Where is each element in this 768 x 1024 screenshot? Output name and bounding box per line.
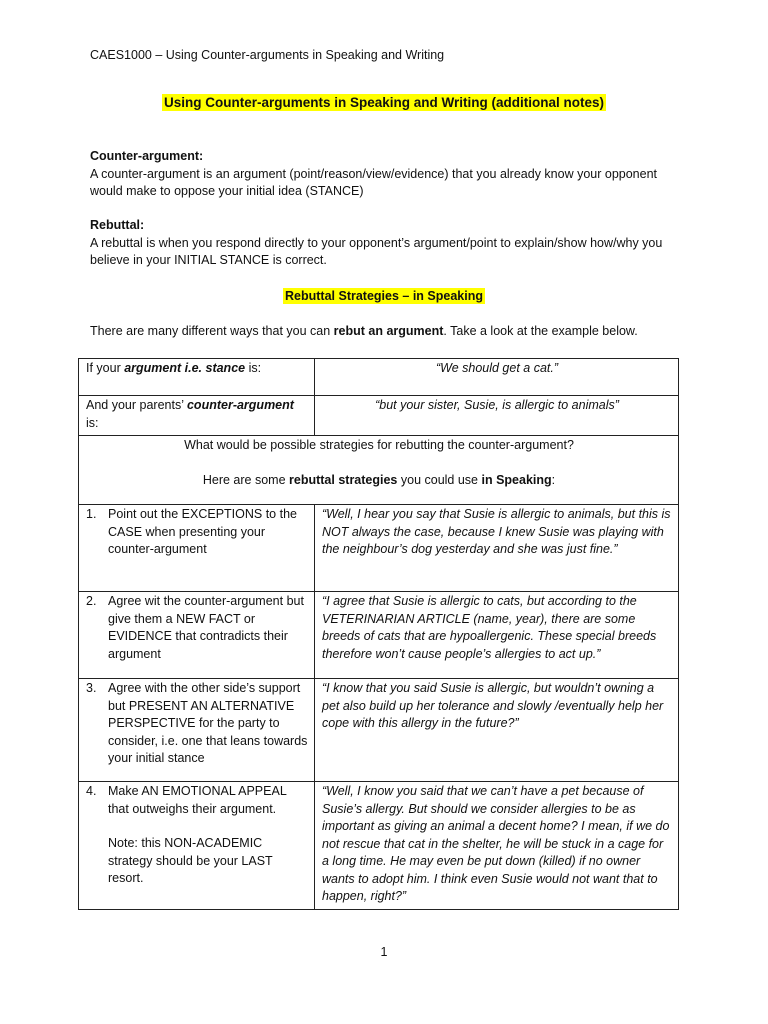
strategy-note: Note: this NON-ACADEMIC strategy should be your LAST resort. [108, 836, 273, 885]
question-text: What would be possible strategies for rebutting the counter-argument? [184, 438, 574, 452]
counter-post: is: [86, 415, 99, 430]
counter-argument-heading: Counter-argument: [90, 149, 204, 163]
rebuttal-definition: A rebuttal is when you respond directly to your opponent’s argument/point to explain/show how/why you believe in your INITIAL STANCE is correct. [90, 235, 663, 267]
strategy-text: Make AN EMOTIONAL APPEAL that outweighs their argument. [108, 784, 287, 816]
strategy-example-2: “I agree that Susie is allergic to cats, but according to the VETERINARIAN ARTICLE (name, year), there are some breeds of cats that are hypoallergenic. These special breeds therefore won’t cause people’s allergies to act up.” [315, 592, 679, 679]
stance-post: is: [245, 361, 262, 375]
title-wrap [0, 94, 768, 113]
strategy-text: Agree wit the counter-argument but give them a NEW FACT or EVIDENCE that contradicts their argument [108, 594, 304, 661]
strategy-text-wrap [108, 783, 308, 888]
rebuttal-section [90, 217, 680, 270]
strategy-example-4: “Well, I know you said that we can’t have a pet because of Susie’s allergy. But should we consider allergies to be as important as giving an animal a decent home? I mean, if we do not rescue that cat in the shelter, he will be stuck in a cage for a long time. He may even be put down (killed) if no owner wants to adopt him. I think even Susie would not want that to happen, right?” [315, 782, 679, 910]
table-row-stance [79, 359, 679, 396]
strategy-text: Point out the EXCEPTIONS to the CASE when presenting your counter-argument [108, 507, 297, 556]
stance-bold: argument i.e. stance [124, 361, 246, 375]
table-row [79, 679, 679, 782]
subheading-wrap [0, 288, 768, 306]
strategy-cell-4 [79, 782, 315, 910]
rebuttal-table [78, 358, 679, 910]
stance-label-cell [79, 359, 315, 396]
strategy-cell-3 [79, 679, 315, 782]
strategies-line-pre: Here are some [202, 472, 290, 487]
strategy-number: 2. [86, 594, 97, 608]
strategy-number: 4. [86, 784, 97, 798]
strategies-line-post: : [551, 472, 556, 487]
document-title: Using Counter-arguments in Speaking and Writing (additional notes) [163, 95, 604, 110]
table-row-question [79, 436, 679, 505]
table-row [79, 505, 679, 592]
counter-pre: And your parents’ [86, 398, 187, 412]
strategy-cell-1 [79, 505, 315, 592]
question-cell [79, 436, 679, 505]
stance-pre: If your [86, 361, 125, 375]
counter-label-cell [79, 396, 315, 436]
intro-after: . Take a look at the example below. [443, 324, 638, 338]
page-number: 1 [380, 945, 388, 959]
table-row-counter-argument [79, 396, 679, 436]
strategy-number: 1. [86, 507, 97, 521]
rebuttal-heading: Rebuttal: [90, 218, 145, 232]
table-row [79, 592, 679, 679]
counter-bold: counter-argument [186, 398, 294, 412]
strategy-example-1: “Well, I hear you say that Susie is allergic to animals, but this is NOT always the case, because I knew Susie was playing with the neighbour’s dog yesterday and she was just fine.” [315, 505, 679, 592]
strategies-line-mid: you could use [397, 472, 482, 487]
strategy-cell-2 [79, 592, 315, 679]
rebuttal-strategies-subheading: Rebuttal Strategies – in Speaking [285, 289, 483, 303]
stance-value-cell: “We should get a cat.” [315, 359, 679, 396]
strategies-line-bold2: in Speaking [481, 472, 552, 487]
intro-bold: rebut an argument [333, 324, 444, 338]
counter-argument-definition: A counter-argument is an argument (point/reason/view/evidence) that you already know your opponent would make to oppose your initial idea (STANCE) [90, 166, 657, 198]
strategy-text: Agree with the other side’s support but PRESENT AN ALTERNATIVE PERSPECTIVE for the party to consider, i.e. one that leans towards your initial stance [108, 681, 308, 765]
counter-argument-section [90, 148, 680, 201]
strategies-intro-line [86, 472, 672, 490]
counter-value-cell: “but your sister, Susie, is allergic to animals” [315, 396, 679, 436]
strategy-number: 3. [86, 681, 97, 695]
page-header: CAES1000 – Using Counter-arguments in Speaking and Writing [90, 48, 445, 62]
strategy-example-3: “I know that you said Susie is allergic, but wouldn’t owning a pet also build up her tolerance and slowly /eventually help her cope with this allergy in the future?” [315, 679, 679, 782]
table-row [79, 782, 679, 910]
strategies-line-bold1: rebuttal strategies [289, 472, 398, 487]
intro-text [90, 323, 638, 341]
intro-before: There are many different ways that you can [90, 324, 334, 338]
